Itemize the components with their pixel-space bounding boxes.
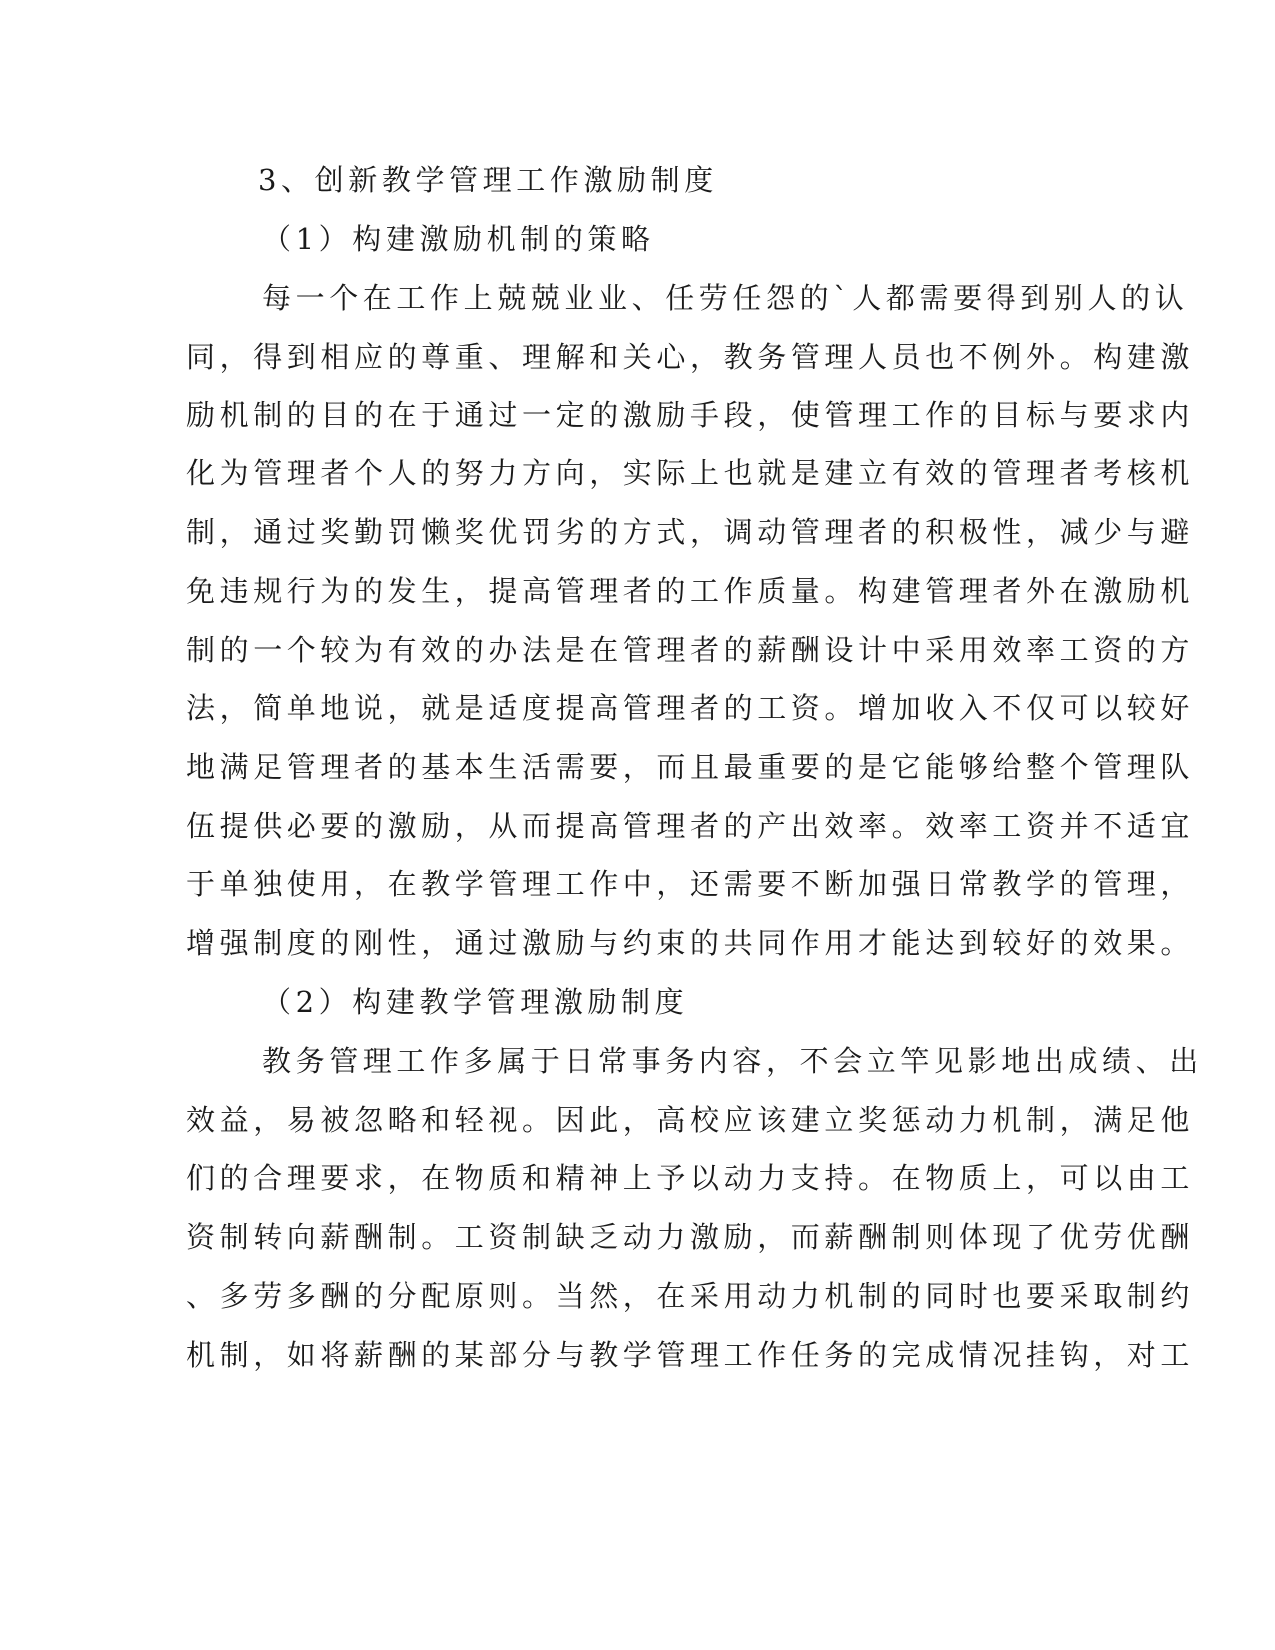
paragraph-line: 于单独使用，在教学管理工作中，还需要不断加强日常教学的管理， (186, 867, 1195, 901)
section-heading: 3、创新教学管理工作激励制度 (258, 163, 718, 197)
paragraph-line: 法，简单地说，就是适度提高管理者的工资。增加收入不仅可以较好 (186, 691, 1195, 725)
subsection-1-heading: （1）构建激励机制的策略 (262, 222, 655, 256)
paragraph-line: 教务管理工作多属于日常事务内容，不会立竿见影地出成绩、出 (262, 1044, 1203, 1078)
paragraph-line: 每一个在工作上兢兢业业、任劳任怨的`人都需要得到别人的认 (262, 281, 1189, 315)
paragraph-line: 伍提供必要的激励，从而提高管理者的产出效率。效率工资并不适宜 (186, 809, 1195, 843)
paragraph-line: 同，得到相应的尊重、理解和关心，教务管理人员也不例外。构建激 (186, 340, 1195, 374)
paragraph-line: 免违规行为的发生，提高管理者的工作质量。构建管理者外在激励机 (186, 574, 1195, 608)
paragraph-line: 机制，如将薪酬的某部分与教学管理工作任务的完成情况挂钩，对工 (186, 1338, 1195, 1372)
paragraph-line: 制，通过奖勤罚懒奖优罚劣的方式，调动管理者的积极性，减少与避 (186, 515, 1195, 549)
paragraph-line: 励机制的目的在于通过一定的激励手段，使管理工作的目标与要求内 (186, 398, 1195, 432)
paragraph-line: 地满足管理者的基本生活需要，而且最重要的是它能够给整个管理队 (186, 750, 1195, 784)
paragraph-line: 化为管理者个人的努力方向，实际上也就是建立有效的管理者考核机 (186, 456, 1195, 490)
paragraph-line: 资制转向薪酬制。工资制缺乏动力激励，而薪酬制则体现了优劳优酬 (186, 1220, 1195, 1254)
paragraph-line: 效益，易被忽略和轻视。因此，高校应该建立奖惩动力机制，满足他 (186, 1103, 1195, 1137)
paragraph-line: 、多劳多酬的分配原则。当然，在采用动力机制的同时也要采取制约 (186, 1279, 1195, 1313)
paragraph-line: 制的一个较为有效的办法是在管理者的薪酬设计中采用效率工资的方 (186, 633, 1195, 667)
paragraph-line: 们的合理要求，在物质和精神上予以动力支持。在物质上，可以由工 (186, 1161, 1195, 1195)
subsection-2-heading: （2）构建教学管理激励制度 (262, 985, 689, 1019)
paragraph-line: 增强制度的刚性，通过激励与约束的共同作用才能达到较好的效果。 (186, 926, 1195, 960)
